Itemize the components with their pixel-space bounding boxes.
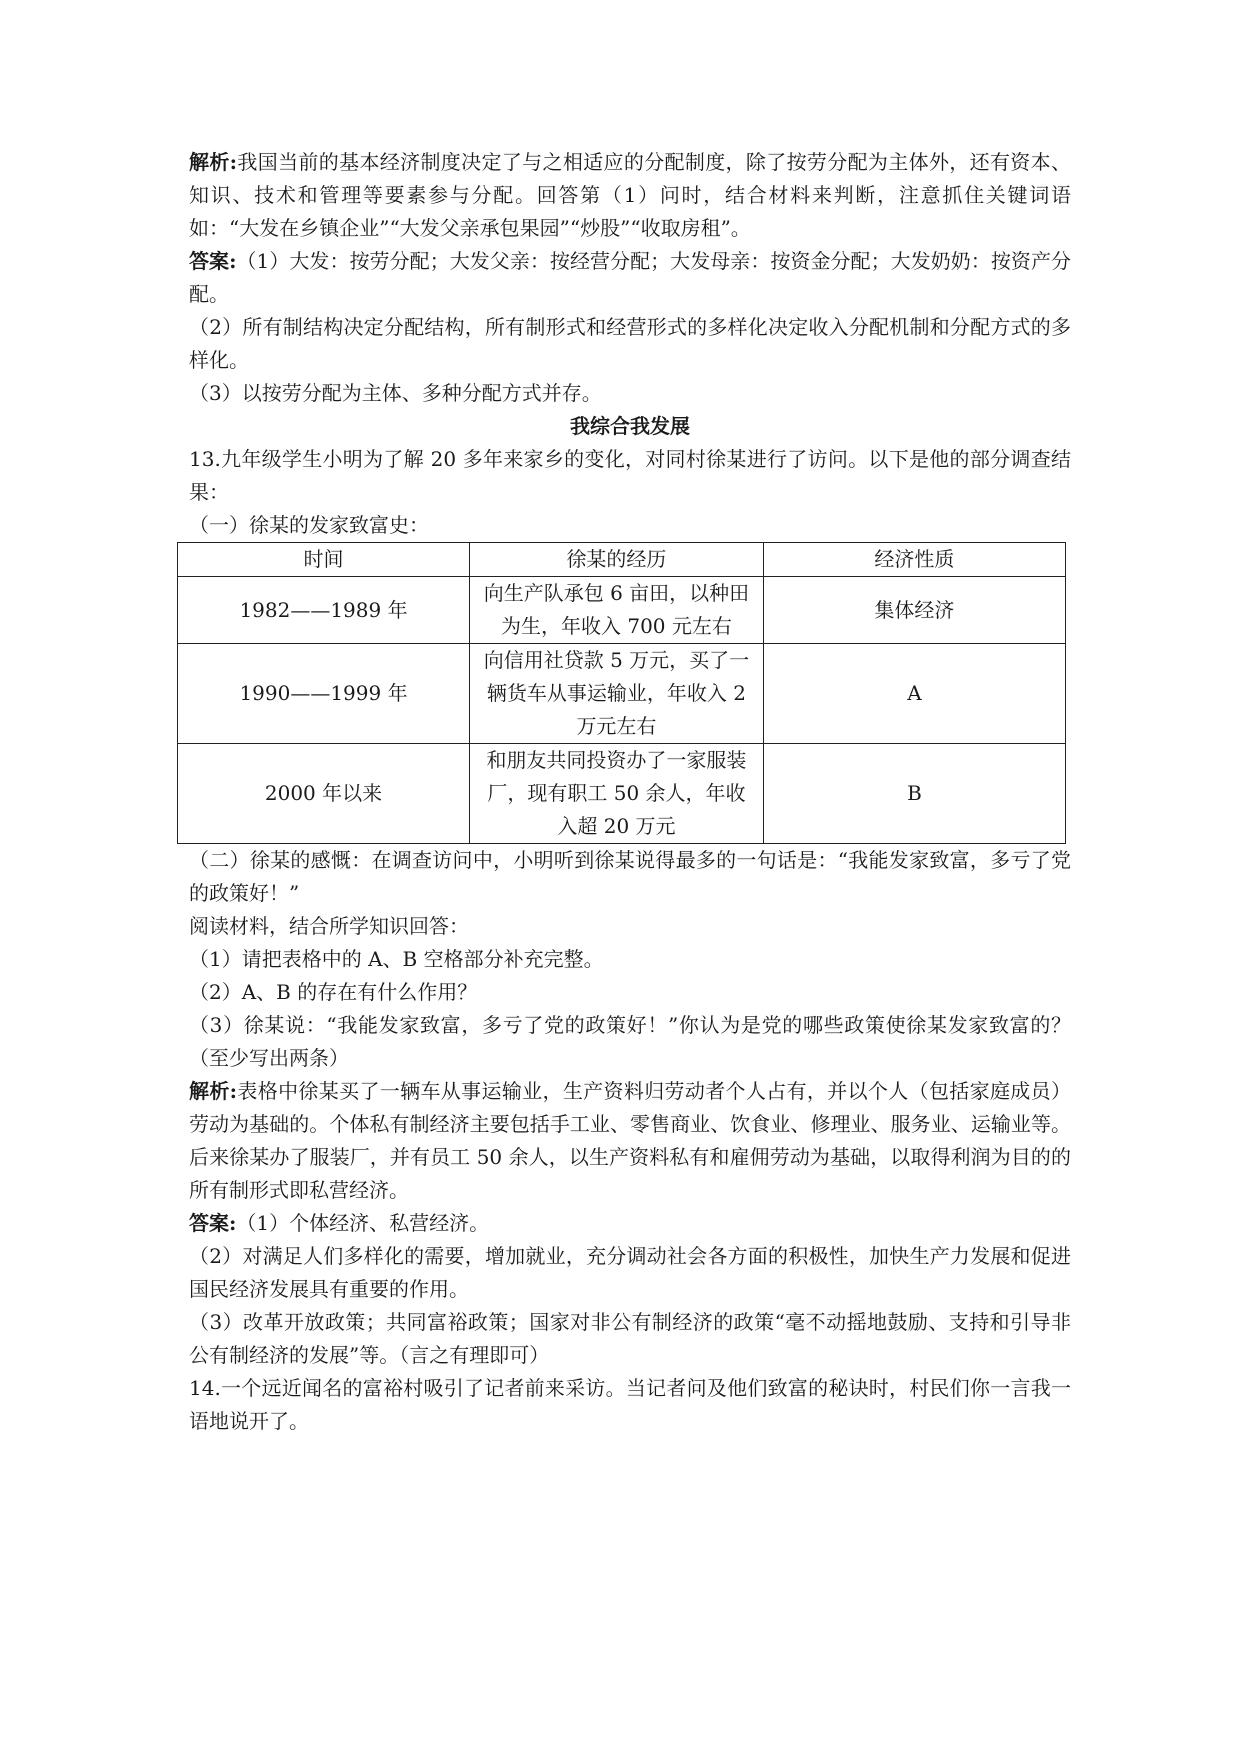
q13-analysis-text: 表格中徐某买了一辆车从事运输业，生产资料归劳动者个人占有，并以个人（包括家庭成员）劳动为基础的。个体私有制经济主要包括手工业、零售商业、饮食业、修理业、服务业、运输业等。后来徐某办了服装厂，并有员工 50 余人，以生产资料私有和雇佣劳动为基础，以取得利润为目的的所有制形式即私营经济。 xyxy=(189,1079,1071,1202)
q13-analysis-label: 解析: xyxy=(189,1079,238,1103)
table-header-experience: 徐某的经历 xyxy=(470,543,764,577)
question-13-sub-3: （3）徐某说：“我能发家致富，多亏了党的政策好！”你认为是党的哪些政策使徐某发家致富的？（至少写出两条） xyxy=(189,1013,1071,1070)
question-13-stem: 13.九年级学生小明为了解 20 多年来家乡的变化，对同村徐某进行了访问。以下是他的部分调查结果： xyxy=(189,447,1071,504)
answer-item-2: （2）所有制结构决定分配结构，所有制形式和经营形式的多样化决定收入分配机制和分配方式的多样化。 xyxy=(189,315,1071,372)
analysis-text: 我国当前的基本经济制度决定了与之相适应的分配制度，除了按劳分配为主体外，还有资本、知识、技术和管理等要素参与分配。回答第（1）问时，结合材料来判断，注意抓住关键词语如：“大发在乡镇企业”“大发父亲承包果园”“炒股”“收取房租”。 xyxy=(189,150,1071,240)
table-cell-experience: 和朋友共同投资办了一家服装厂，现有职工 50 余人，年收入超 20 万元 xyxy=(470,744,764,844)
answer-label: 答案: xyxy=(189,249,237,273)
q13-answer-item-1: （1）个体经济、私营经济。 xyxy=(236,1211,490,1235)
question-13-sub-2: （2）A、B 的存在有什么作用？ xyxy=(189,980,478,1004)
answer-item-3: （3）以按劳分配为主体、多种分配方式并存。 xyxy=(189,381,602,405)
q13-answer-label: 答案: xyxy=(189,1211,237,1235)
table-header-time: 时间 xyxy=(178,543,470,577)
document-page xyxy=(189,146,1071,1438)
table-row xyxy=(178,577,1066,644)
table-cell-nature: 集体经济 xyxy=(763,577,1065,644)
question-14-stem: 14.一个远近闻名的富裕村吸引了记者前来采访。当记者问及他们致富的秘诀时，村民们你一言我一语地说开了。 xyxy=(189,1376,1071,1433)
table-header-nature: 经济性质 xyxy=(763,543,1065,577)
q13-analysis-paragraph xyxy=(189,1075,1071,1207)
q13-answer-item-2: （2）对满足人们多样化的需要，增加就业，充分调动社会各方面的积极性，加快生产力发展和促进国民经济发展具有重要的作用。 xyxy=(189,1244,1071,1301)
table-cell-time: 2000 年以来 xyxy=(178,744,470,844)
analysis-paragraph xyxy=(189,146,1071,245)
table-cell-nature: A xyxy=(763,644,1065,744)
q13-answer-item-3: （3）改革开放政策；共同富裕政策；国家对非公有制经济的政策“毫不动摇地鼓励、支持和引导非公有制经济的发展”等。（言之有理即可） xyxy=(189,1310,1071,1367)
question-13-part1-title: （一）徐某的发家致富史： xyxy=(189,513,429,537)
table-cell-experience: 向生产队承包 6 亩田，以种田为生，年收入 700 元左右 xyxy=(470,577,764,644)
question-13-sub-1: （1）请把表格中的 A、B 空格部分补充完整。 xyxy=(189,947,604,971)
table-row xyxy=(178,644,1066,744)
analysis-label: 解析: xyxy=(189,150,238,174)
q13-answer-paragraph xyxy=(189,1207,1071,1240)
question-13-part2: （二）徐某的感慨：在调查访问中，小明听到徐某说得最多的一句话是：“我能发家致富，多亏了党的政策好！” xyxy=(189,848,1071,905)
answer-paragraph xyxy=(189,245,1071,311)
table-cell-experience: 向信用社贷款 5 万元，买了一辆货车从事运输业，年收入 2 万元左右 xyxy=(470,644,764,744)
table-cell-time: 1990——1999 年 xyxy=(178,644,470,744)
table-row xyxy=(178,744,1066,844)
table-cell-time: 1982——1989 年 xyxy=(178,577,470,644)
question-13-instruction: 阅读材料，结合所学知识回答： xyxy=(189,914,469,938)
answer-item-1: （1）大发：按劳分配；大发父亲：按经营分配；大发母亲：按资金分配；大发奶奶：按资产分配。 xyxy=(189,249,1071,306)
table-header-row xyxy=(178,543,1066,577)
history-table xyxy=(177,542,1066,844)
section-title: 我综合我发展 xyxy=(570,414,690,438)
table-cell-nature: B xyxy=(763,744,1065,844)
